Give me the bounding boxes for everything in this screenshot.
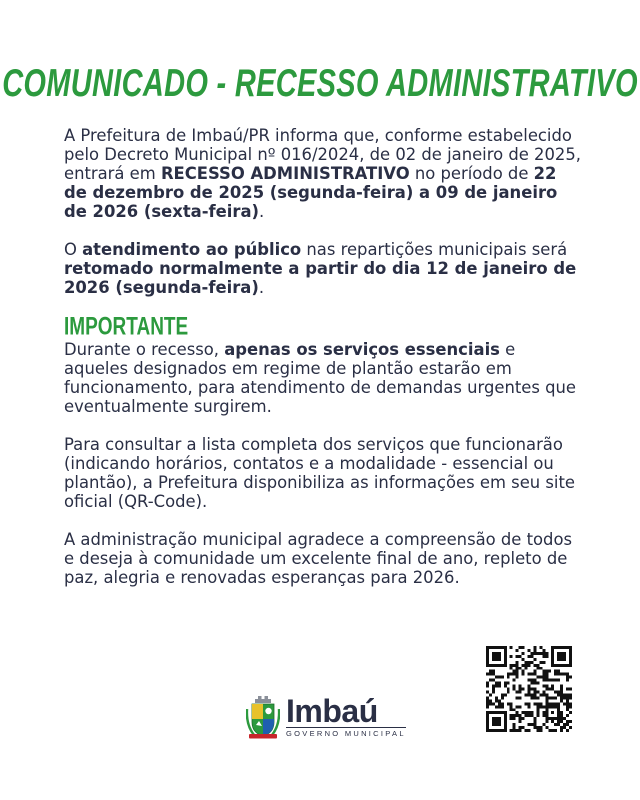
paragraph-service-list: Para consultar a lista completa dos serviços que funcionarão (indicando horários, contatos e a modalidade - essencial ou plantão), a Prefeitura disponibiliza as informações em seu site oficial (QR-Code). bbox=[64, 435, 575, 511]
paragraph-service-return: O atendimento ao público nas repartições municipais será retomado normalmente a partir do dia 12 de janeiro de 2026 (segunda-feira). bbox=[64, 240, 577, 297]
imbau-logo bbox=[246, 692, 406, 742]
coat-of-arms-icon bbox=[246, 695, 280, 739]
paragraph-recess: A Prefeitura de Imbaú/PR informa que, conforme estabelecido pelo Decreto Municipal nº 016/2024, de 02 de janeiro de 2025, entrará em RECESSO ADMINISTRATIVO no período de 22 de dezembro de 2025 (segunda-feira) a 09 de janeiro de 2026 (sexta-feira). bbox=[64, 126, 581, 221]
brand-name: Imbaú bbox=[286, 693, 378, 729]
paragraph-closing: A administração municipal agradece a compreensão de todos e deseja à comunidade um excelente final de ano, repleto de paz, alegria e renovadas esperanças para 2026. bbox=[64, 530, 573, 587]
brand-subtitle: GOVERNO MUNICIPAL bbox=[286, 729, 406, 738]
page-title: COMUNICADO - RECESSO ADMINISTRATIVO bbox=[2, 62, 638, 106]
paragraph-essential-services: Durante o recesso, apenas os serviços essenciais e aqueles designados em regime de plantão estarão em funcionamento, para atendimento de demandas urgentes que eventualmente surgirem. bbox=[64, 340, 576, 416]
brand-text bbox=[286, 693, 406, 738]
important-heading: IMPORTANTE bbox=[64, 313, 189, 341]
qr-code[interactable] bbox=[486, 646, 572, 732]
announcement-body bbox=[64, 126, 584, 587]
